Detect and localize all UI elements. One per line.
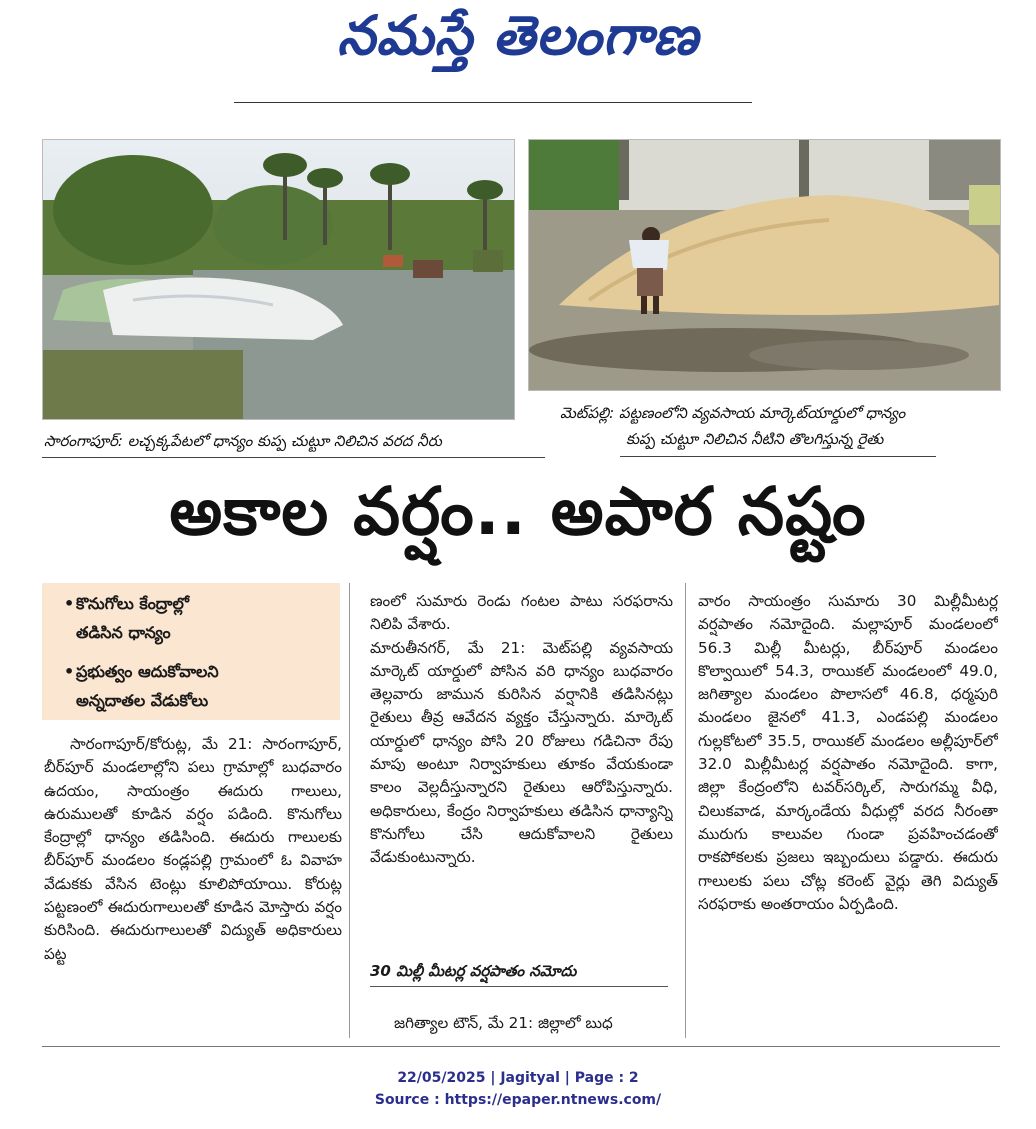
highlight-item: [64, 657, 219, 715]
left-caption-rule: [42, 457, 545, 458]
market-yard-photo-illustration: [529, 140, 1000, 390]
bullet-icon: •: [64, 662, 75, 681]
right-photo-caption-line1: మెట్‌పల్లి: పట్టణంలోని వ్యవసాయ మార్కెట్‌యార్డులో ధాన్యం: [560, 404, 906, 422]
highlight-line: కొనుగోలు కేంద్రాల్లో: [76, 594, 189, 613]
right-caption-rule: [620, 456, 936, 457]
article-headline: అకాల వర్షం.. అపార నష్టం: [169, 473, 867, 550]
masthead-divider: [234, 102, 752, 103]
flood-photo-illustration: [43, 140, 514, 419]
highlight-line: తడిసిన ధాన్యం: [76, 623, 171, 642]
bullet-icon: •: [64, 594, 75, 613]
article-column-1: సారంగాపూర్/కోరుట్ల, మే 21: సారంగాపూర్, బీర్‌పూర్ మండలాల్లోని పలు గ్రామాల్లో బుధవారం ఉదయం, సాయంత్రం ఈదురు గాలులు, ఉరుములతో కూడిన వర్షం పడింది. కొనుగోలు కేంద్రాల్లో ధాన్యం తడిసింది. ఈదురు గాలులకు బీర్‌పూర్ మండలం కండ్లపల్లి గ్రామంలో ఓ వివాహ వేడుకకు వేసిన టెంట్లు కూలిపోయాయి. కోరుట్ల పట్టణంలో ఈదురుగాలులతో కూడిన మోస్తారు వర్షం కురిసింది. ఈదురుగాలులతో విద్యుత్ అధికారులు పట్ట: [44, 735, 342, 963]
page-bottom-rule: [42, 1046, 1000, 1047]
left-photo-caption: సారంగాపూర్: లచ్చక్కపేటలో ధాన్యం కుప్ప చుట్టూ నిలిచిన వరద నీరు: [44, 432, 442, 450]
highlight-line: ప్రభుత్వం ఆదుకోవాలని: [76, 662, 219, 681]
highlight-line: అన్నదాతల వేడుకోలు: [76, 691, 209, 710]
highlight-item: [64, 589, 189, 647]
footer-source-link[interactable]: Source : https://epaper.ntnews.com/: [374, 1092, 662, 1108]
subheading-rule: [370, 986, 668, 987]
column-divider: [349, 583, 350, 1038]
article-column-3: వారం సాయంత్రం సుమారు 30 మిల్లీమీటర్ల వర్షపాతం నమోదైంది. మల్లాపూర్ మండలంలో 56.3 మిల్లీ మీటర్లు, బీర్‌పూర్ మండలం కొల్వాయిలో 54.3, రాయికల్ మండలంలో 49.0, జగిత్యాల మండలం పొలాసలో 46.8, ధర్మపురి మండలం జైనలో 41.3, ఎండపల్లి మండలం గుల్లకోటలో 35.5, రాయికల్ మండలం అల్లీపూర్‌లో 32.0 మిల్లీమీటర్ల వర్షపాతం నమోదైంది. కాగా, జిల్లా కేంద్రంలోని టవర్‌సర్కిల్, సారుగమ్మ వీధి, చిలుకవాడ, మార్కండేయ వీధుల్లో వరద నీరంతా మురుగు కాలువల గుండా ప్రవహించడంతో రాకపోకలకు ప్రజలు ఇబ్బందులు పడ్డారు. ఈదురు గాలులకు పలు చోట్ల కరెంట్ వైర్లు తెగి విద్యుత్ సరఫరాకు అంతరాయం ఏర్పడింది.: [698, 592, 998, 913]
highlights-box: [42, 583, 340, 720]
footer-date-edition: 22/05/2025 | Jagityal | Page : 2: [397, 1070, 639, 1086]
flood-photo: [42, 139, 515, 420]
article-column-2-tail: జగిత్యాల టౌన్, మే 21: జిల్లాలో బుధ: [394, 1014, 613, 1032]
market-yard-photo: [528, 139, 1001, 391]
masthead-title: నమస్తే తెలంగాణ: [337, 4, 699, 67]
article-column-2: ణంలో సుమారు రెండు గంటల పాటు సరఫరాను నిలిపి వేశారు. మారుతీనగర్, మే 21: మెట్‌పల్లి వ్యవసాయ మార్కెట్ యార్డులో పోసిన వరి ధాన్యం బుధవారం తెల్లవారు జామున కురిసిన వర్షానికి తడిసినట్లు రైతులు తీవ్ర ఆవేదన వ్యక్తం చేస్తున్నారు. మార్కెట్ యార్డులో ధాన్యం పోసి 20 రోజులు గడిచినా రేపు మాపు అంటూ నిర్వాహకులు తూకం వేయకుండా కాలం వెల్లదీస్తున్నారని రైతులు ఆరోపిస్తున్నారు. అధికారులు, కేంద్రం నిర్వాహకులు తడిసిన ధాన్యాన్ని కొనుగోలు చేసి ఆదుకోవాలని రైతులు వేడుకుంటున్నారు.: [370, 592, 673, 867]
column-divider: [685, 583, 686, 1038]
right-photo-caption-line2: కుప్ప చుట్టూ నిలిచిన నీటిని తొలగిస్తున్న రైతు: [626, 430, 884, 448]
column-2-subheading: 30 మిల్లీ మీటర్ల వర్షపాతం నమోదు: [370, 962, 577, 980]
